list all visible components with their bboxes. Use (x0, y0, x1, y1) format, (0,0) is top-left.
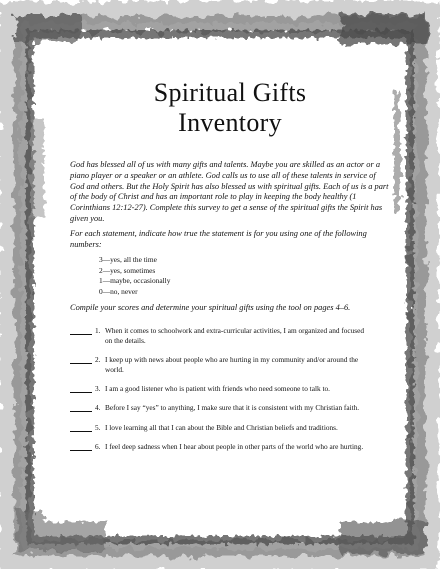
statement-number: 5. (95, 422, 101, 432)
statement-item (70, 403, 390, 413)
statement-text: I am a good listener who is patient with friends who need someone to talk to. (105, 383, 330, 393)
score-blank[interactable] (70, 356, 92, 364)
scale-item: 2—yes, sometimes (99, 265, 156, 275)
intro-paragraph: God has blessed all of us with many gifts and talents. Maybe you are skilled as an actor or a piano player or a speaker or an athlete. God calls us to use all of these talents in service of God and others. But the Holy Spirit has also blessed us with spiritual gifts. Each of us is a part of the body of Christ and has an important role to play in keeping the body healthy (1 Corinthians 12:12-27). Complete this survey to get a sense of the spiritual gifts the Spirit has given you. (70, 160, 389, 223)
statement-text: I love learning all that I can about the Bible and Christian beliefs and traditions. (105, 422, 338, 432)
statement-number: 1. (95, 325, 101, 335)
document-content (70, 78, 390, 461)
statement-number: 3. (95, 383, 101, 393)
compile-instructions: Compile your scores and determine your spiritual gifts using the tool on pages 4–6. (70, 303, 351, 312)
statement-number: 6. (95, 441, 101, 451)
score-blank[interactable] (70, 385, 92, 393)
title-line-2: Inventory (178, 108, 282, 137)
statement-number: 2. (95, 354, 101, 364)
statement-text: I keep up with news about people who are hurting in my community and/or around the world. (105, 354, 359, 374)
rating-scale (99, 255, 390, 297)
statement-item (70, 442, 390, 452)
statement-text: Before I say “yes” to anything, I make sure that it is consistent with my Christian faith. (105, 403, 360, 413)
statement-list (70, 326, 390, 452)
statement-text: I feel deep sadness when I hear about people in other parts of the world who are hurting. (105, 441, 364, 451)
scale-item: 1—maybe, occasionally (99, 276, 171, 286)
score-blank[interactable] (70, 443, 92, 451)
score-blank[interactable] (70, 424, 92, 432)
statement-item (70, 423, 390, 433)
statement-item (70, 384, 390, 394)
title-line-1: Spiritual Gifts (153, 78, 307, 107)
statement-item (70, 355, 390, 375)
instructions-paragraph: For each statement, indicate how true the statement is for you using one of the following numbers: (70, 228, 367, 249)
statement-item (70, 326, 390, 346)
scale-item: 3—yes, all the time (99, 255, 157, 265)
score-blank[interactable] (70, 404, 92, 412)
scale-item: 0—no, never (99, 286, 138, 296)
score-blank[interactable] (70, 327, 92, 335)
statement-text: When it comes to schoolwork and extra-curricular activities, I am organized and focused on the details. (105, 325, 365, 345)
statement-number: 4. (95, 403, 101, 413)
document-title (70, 78, 390, 138)
